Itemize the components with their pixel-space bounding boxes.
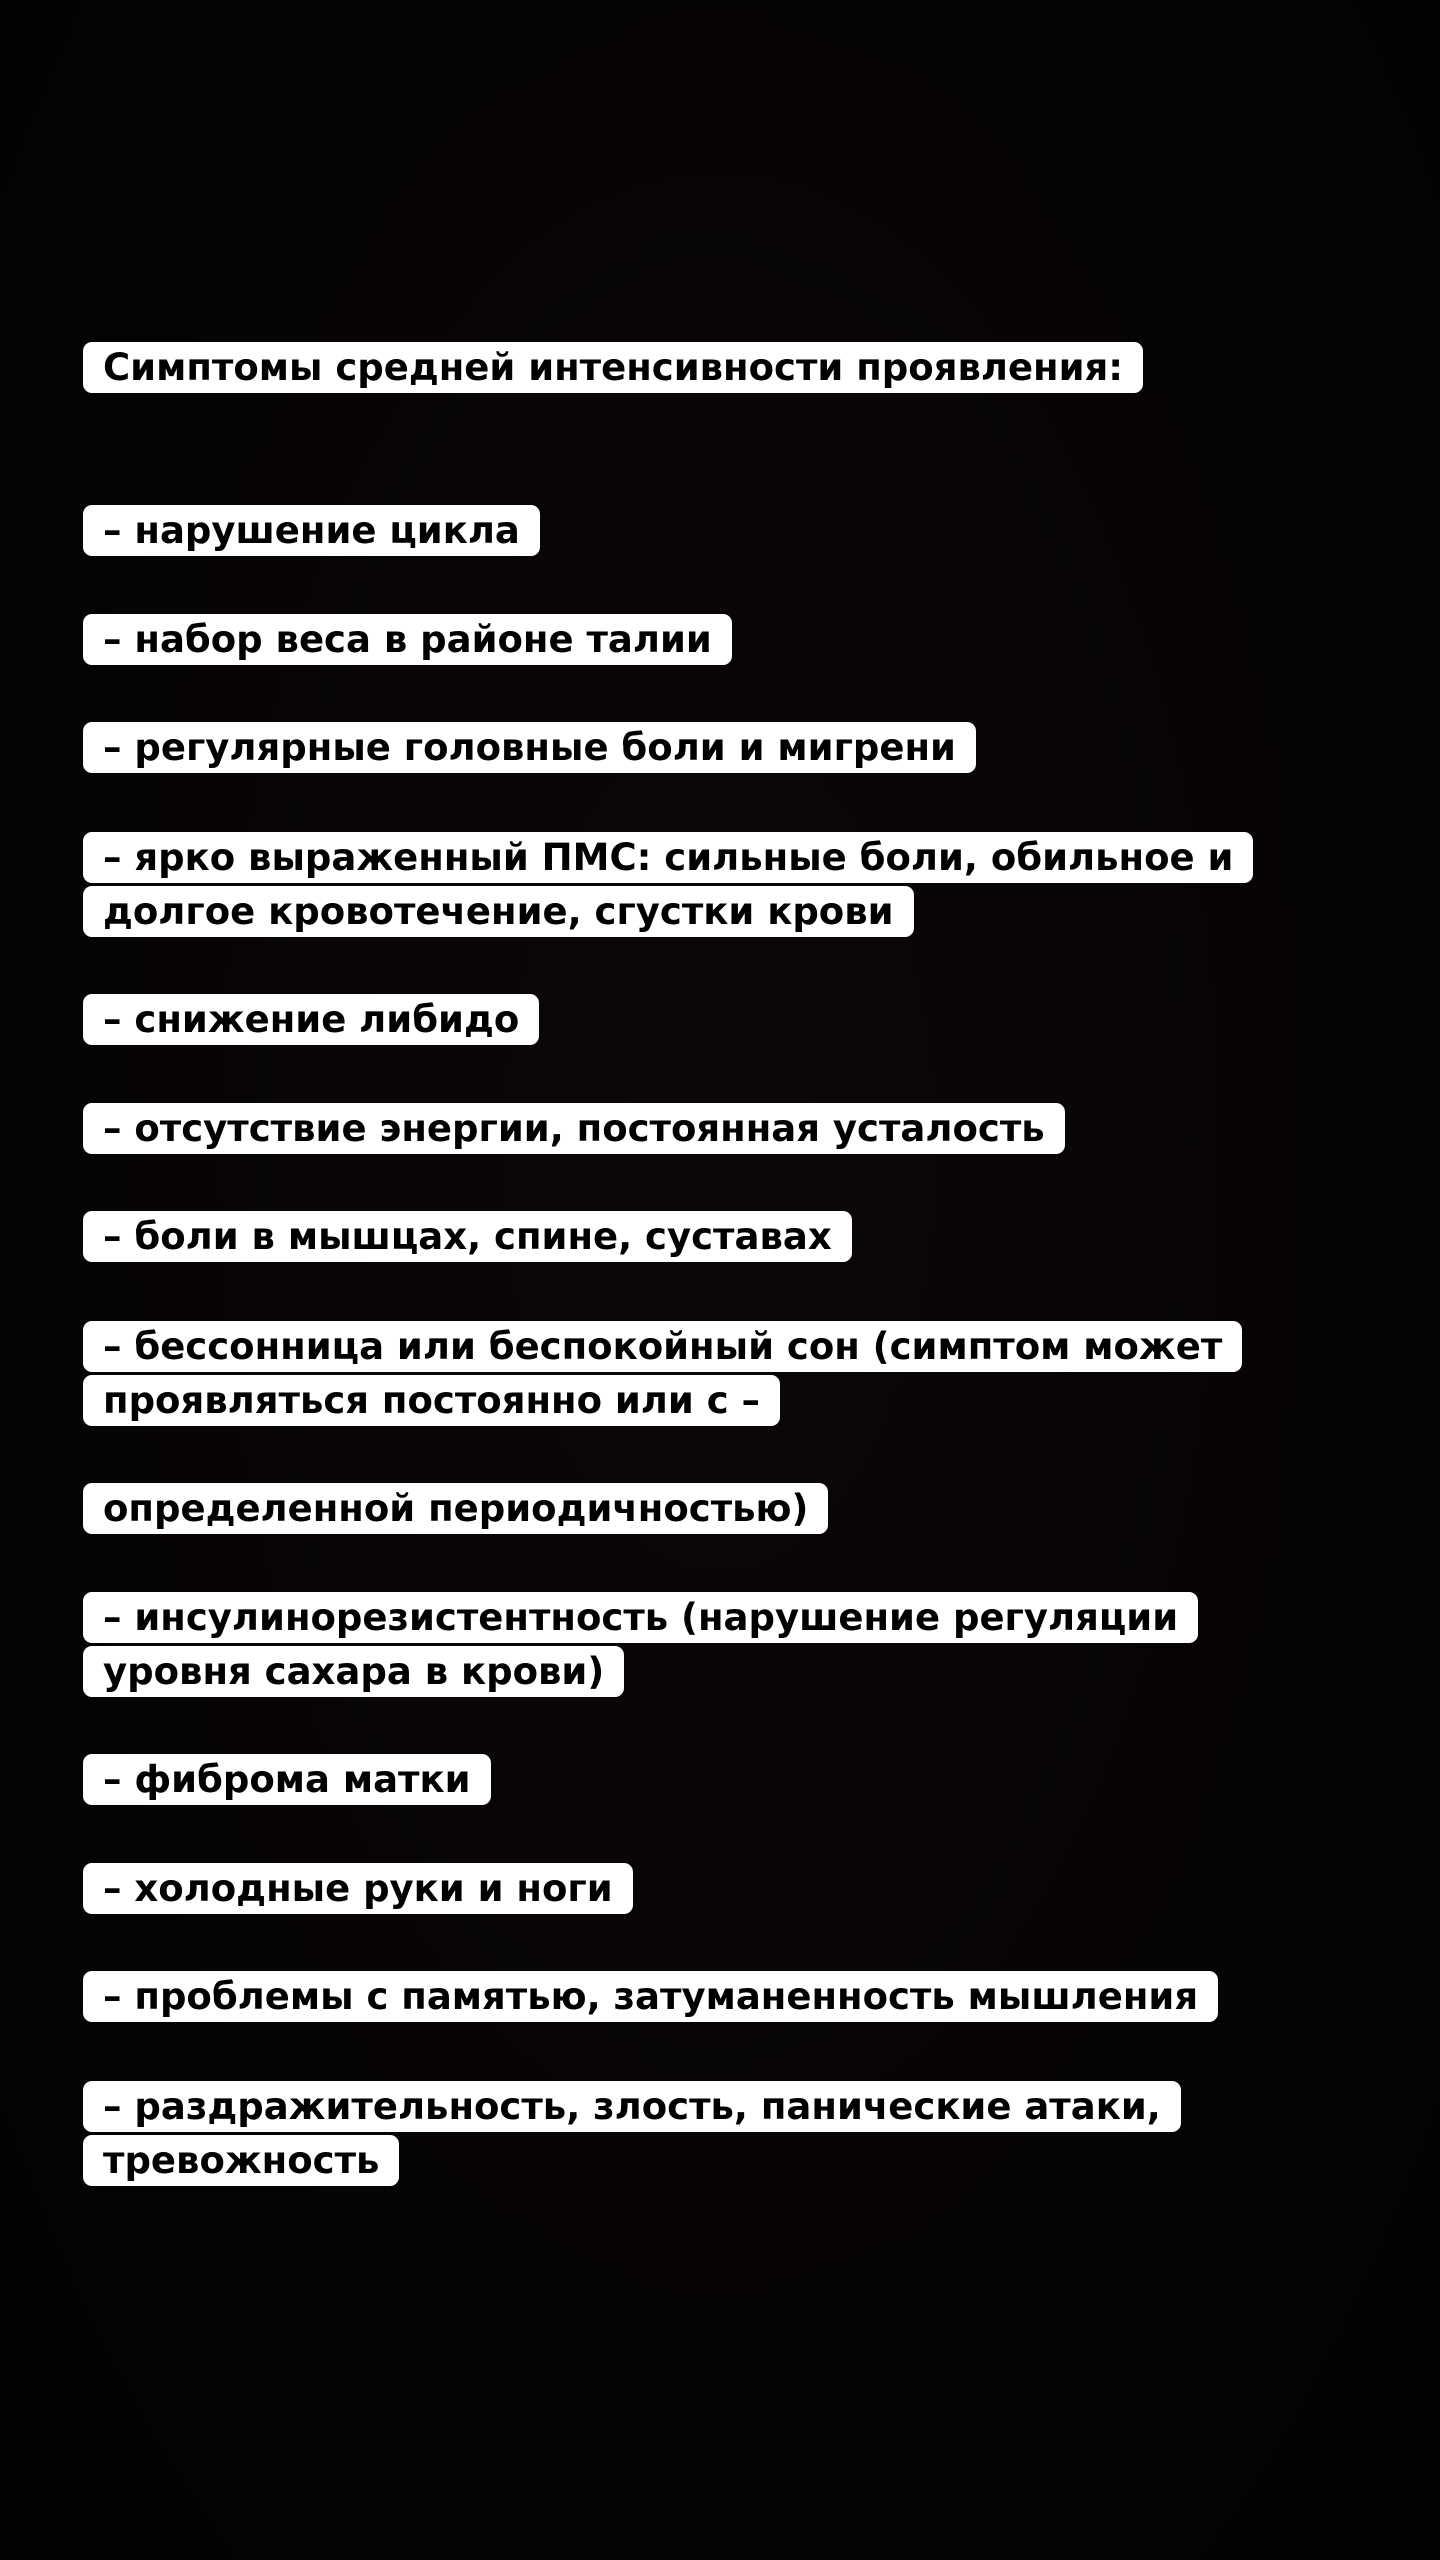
symptom-item-text: – ярко выраженный ПМС: сильные боли, обильное и долгое кровотечение, сгустки крови [83,832,1253,937]
story-title-text: Симптомы средней интенсивности проявления: [83,342,1143,393]
symptom-item-text: – холодные руки и ноги [83,1863,633,1914]
symptom-item-text: – раздражительность, злость, панические атаки, тревожность [83,2081,1181,2186]
symptom-item-text: – бессонница или беспокойный сон (симптом может проявляться постоянно или с – [83,1321,1242,1426]
symptom-item [83,1753,1283,1807]
symptom-item-text: – регулярные головные боли и мигрени [83,722,976,773]
symptom-item-text: определенной периодичностью) [83,1483,828,1534]
symptom-item-text: – фиброма матки [83,1754,491,1805]
symptom-item [83,1210,1283,1264]
symptom-item [83,613,1283,667]
symptom-item-text: – набор веса в районе талии [83,614,732,665]
symptom-item-text: – инсулинорезистентность (нарушение регуляции уровня сахара в крови) [83,1592,1198,1697]
symptom-item-text: – отсутствие энергии, постоянная усталость [83,1103,1065,1154]
symptom-item [83,831,1283,939]
symptom-item-text: – нарушение цикла [83,505,540,556]
story-title [83,341,1283,395]
symptom-item [83,2080,1283,2188]
symptom-item [83,1591,1283,1699]
symptom-item-text: – снижение либидо [83,994,539,1045]
symptom-item [83,1482,1283,1536]
symptom-item [83,721,1283,775]
symptom-item [83,504,1283,558]
symptom-item [83,993,1283,1047]
symptom-item-text: – проблемы с памятью, затуманенность мышления [83,1971,1218,2022]
symptom-item [83,1320,1283,1428]
symptom-item-text: – боли в мышцах, спине, суставах [83,1211,852,1262]
symptom-item [83,1102,1283,1156]
symptom-item [83,1862,1283,1916]
symptom-item [83,1970,1283,2024]
